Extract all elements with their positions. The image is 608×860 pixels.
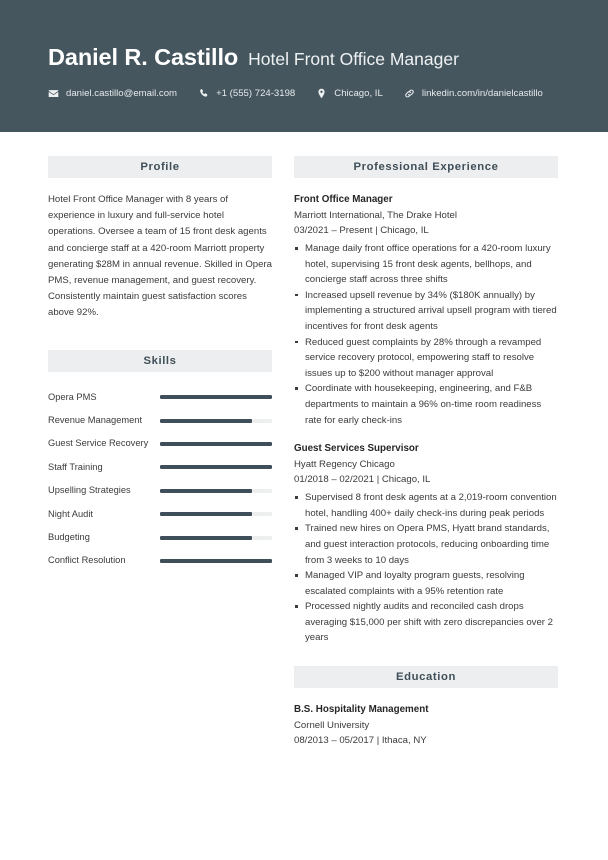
skill-label: Upselling Strategies [48,485,131,496]
section-profile [48,156,272,322]
skill-level-fill [160,489,252,493]
job-bullet: Coordinate with housekeeping, engineering, and F&B departments to maintain a 96% on-time room readiness rate for early check-ins [294,381,558,428]
job-bullet: Reduced guest complaints by 28% through a revamped service recovery protocol, empowering staff to resolve issues up to $200 without manager approval [294,335,558,382]
envelope-icon [48,88,59,99]
skill-level-track [160,559,272,563]
map-pin-icon [316,88,327,99]
skill-level-fill [160,536,252,540]
experience-section-title: Professional Experience [353,161,499,173]
job-bullet: Manage daily front office operations for a 420-room luxury hotel, supervising 15 front desk agents, bellhops, and concierge staff across three shifts [294,241,558,288]
experience-entry [294,192,558,428]
skill-level-fill [160,465,272,469]
skill-row [48,526,272,549]
skill-row [48,409,272,432]
section-education [294,666,558,748]
skill-label: Revenue Management [48,415,143,426]
skill-row [48,503,272,526]
skills-section-banner [48,350,272,372]
job-bullet: Supervised 8 front desk agents at a 2,019-room convention hotel, handling 400+ daily check-ins during peak periods [294,490,558,521]
profile-section-title: Profile [140,161,180,173]
education-school: Cornell University [294,720,370,732]
resume-header [0,0,608,132]
skill-level-track [160,442,272,446]
profile-summary-text: Hotel Front Office Manager with 8 years of experience in luxury and full-service hotel operations. Oversee a team of 15 front desk agents and concierge staff at a 420-room Marriott property generating $28M in annual revenue. Skilled in Opera PMS, revenue management, and guest recovery. Consistently maintain guest satisfaction scores above 92%. [48,194,273,319]
contact-phone-text: +1 (555) 724-3198 [216,88,296,99]
phone-icon [198,88,209,99]
skill-level-fill [160,442,272,446]
skill-label: Budgeting [48,532,90,543]
skill-level-track [160,395,272,399]
job-bullet: Processed nightly audits and reconciled cash drops averaging $15,000 per shift with zero discrepancies over 2 years [294,599,558,646]
left-column [48,156,272,573]
contact-linkedin-text: linkedin.com/in/danielcastillo [421,88,543,99]
skill-level-track [160,465,272,469]
name-and-title [48,44,459,71]
skill-label: Night Audit [48,508,93,519]
skill-level-track [160,419,272,423]
education-dates-location: 08/2013 – 05/2017 | Ithaca, NY [294,735,427,747]
right-column-spacer [294,646,558,666]
education-section-banner [294,666,558,688]
job-role: Guest Services Supervisor [294,443,419,455]
skill-label: Conflict Resolution [48,555,126,566]
job-dates-location: 01/2018 – 02/2021 | Chicago, IL [294,474,431,486]
skill-label: Staff Training [48,461,103,472]
skill-label: Guest Service Recovery [48,438,149,449]
education-entry [294,702,558,748]
contact-location-text: Chicago, IL [334,88,383,99]
skill-level-fill [160,419,252,423]
job-bullet: Increased upsell revenue by 34% ($180K annually) by implementing a structured arrival upsell program with tiered incentives for front desk agents [294,288,558,335]
contact-row [48,88,543,99]
job-bullet-list [294,241,558,428]
skill-level-track [160,489,272,493]
skill-level-fill [160,395,272,399]
candidate-job-title: Hotel Front Office Manager [248,49,459,69]
job-bullet-list [294,490,558,646]
skill-label: Opera PMS [48,391,97,402]
link-icon [404,88,415,99]
experience-entry [294,441,558,646]
job-company: Hyatt Regency Chicago [294,459,395,471]
skills-list [48,386,272,573]
contact-email-text: daniel.castillo@email.com [66,88,178,99]
contact-phone[interactable] [198,88,295,99]
skill-level-fill [160,512,252,516]
profile-section-banner [48,156,272,178]
right-column [294,156,558,748]
job-company: Marriott International, The Drake Hotel [294,210,457,221]
left-column-spacer [48,322,272,350]
candidate-name: Daniel R. Castillo [48,44,239,70]
skill-level-track [160,512,272,516]
job-dates-location: 03/2021 – Present | Chicago, IL [294,225,429,236]
skill-row [48,386,272,409]
job-bullet: Managed VIP and loyalty program guests, resolving escalated complaints with a 95% retention rate [294,568,558,599]
experience-section-banner [294,156,558,178]
experience-list [294,192,558,646]
skill-row [48,432,272,455]
contact-linkedin[interactable] [404,88,543,99]
skill-level-track [160,536,272,540]
skill-row [48,479,272,502]
education-list [294,702,558,748]
job-bullet: Trained new hires on Opera PMS, Hyatt brand standards, and guest interaction protocols, reducing onboarding time from 3 weeks to 10 days [294,521,558,568]
contact-location [316,88,383,99]
skills-section-title: Skills [143,354,177,367]
section-skills [48,350,272,573]
job-role: Front Office Manager [294,194,393,205]
contact-email[interactable] [48,88,177,99]
education-section-title: Education [395,671,456,684]
skill-level-fill [160,559,272,563]
education-degree: B.S. Hospitality Management [294,704,429,716]
skill-row [48,549,272,572]
section-experience [294,156,558,646]
skill-row [48,456,272,479]
